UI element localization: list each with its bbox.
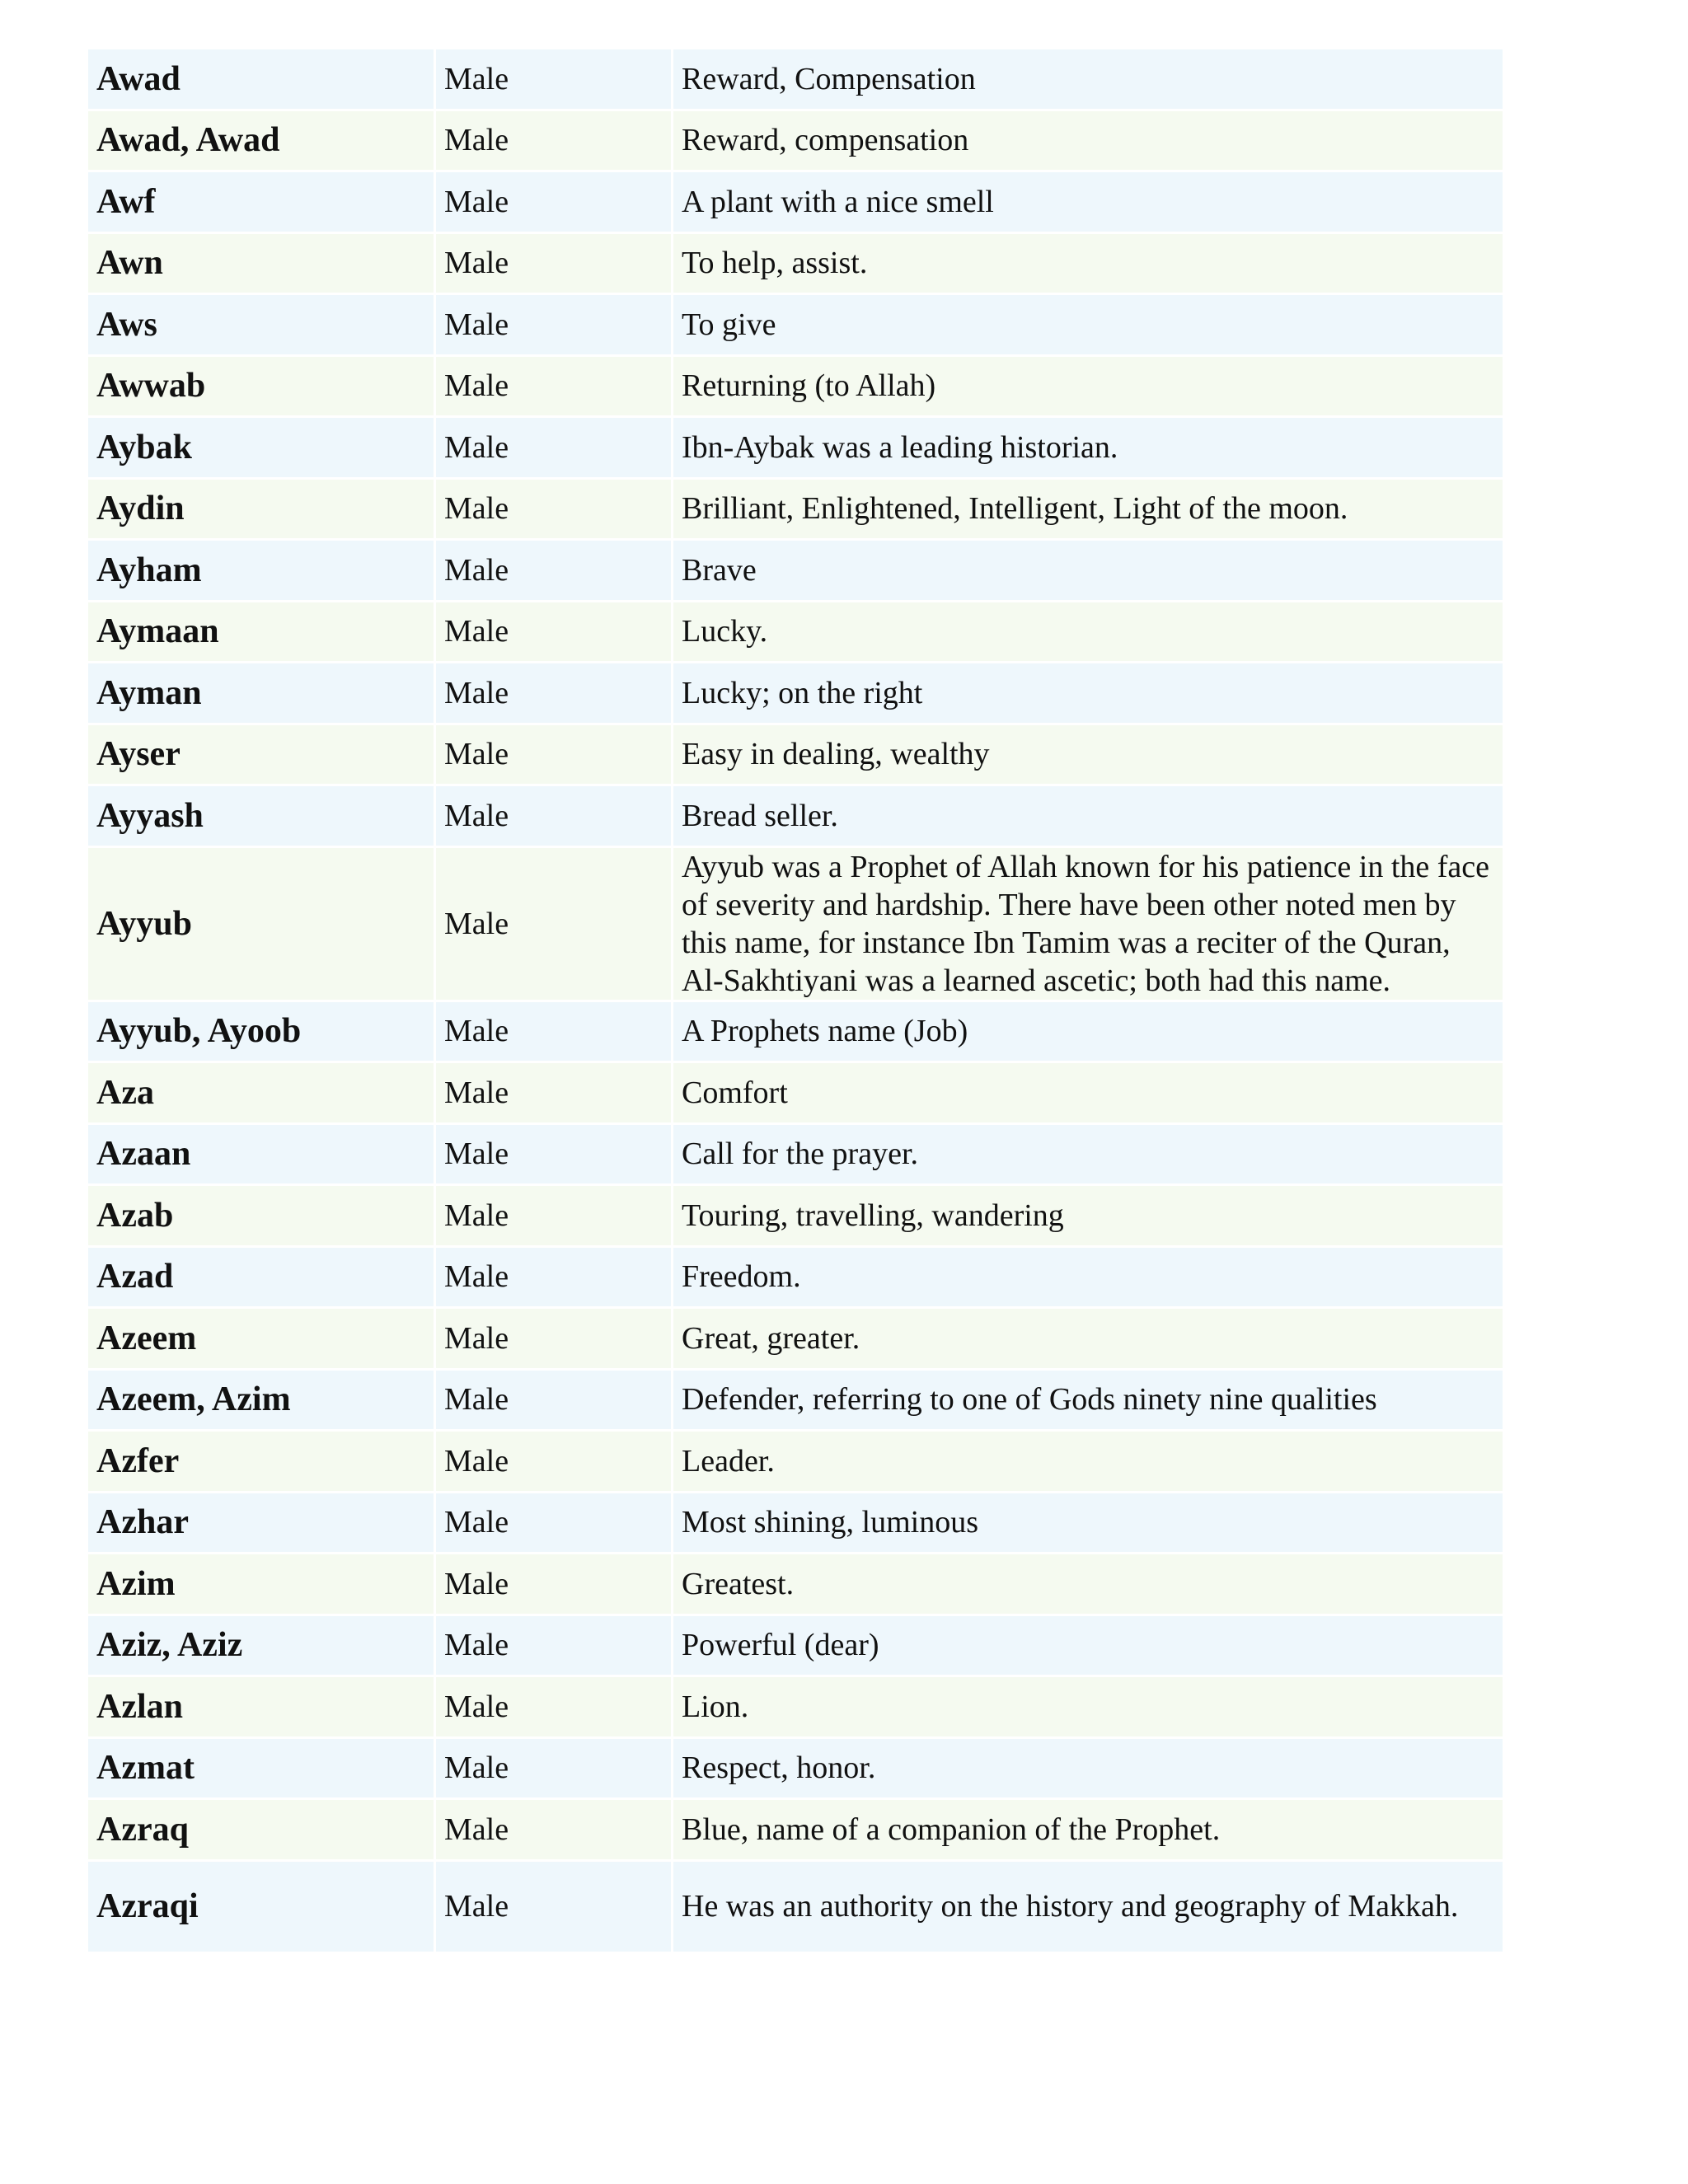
gender-cell: Male bbox=[436, 848, 673, 1002]
meaning-cell: Ayyub was a Prophet of Allah known for his patience in the face of severity and hardship. There have been other noted men by this name, for instance Ibn Tamim was a reciter of the Quran, Al-Sakhtiyani was a learned ascetic; both had this name. bbox=[673, 848, 1503, 1002]
meaning-cell: Easy in dealing, wealthy bbox=[673, 725, 1503, 787]
name-cell: Azeem, Azim bbox=[88, 1371, 436, 1432]
gender-cell: Male bbox=[436, 1125, 673, 1187]
meaning-cell: Defender, referring to one of Gods ninety nine qualities bbox=[673, 1371, 1503, 1432]
table-row bbox=[88, 786, 1503, 848]
name-cell: Azhar bbox=[88, 1493, 436, 1555]
name-cell: Awwab bbox=[88, 357, 436, 419]
gender-cell: Male bbox=[436, 725, 673, 787]
name-cell: Ayham bbox=[88, 541, 436, 602]
table-row bbox=[88, 418, 1503, 480]
name-cell: Ayman bbox=[88, 663, 436, 725]
table-row bbox=[88, 725, 1503, 787]
gender-cell: Male bbox=[436, 1309, 673, 1371]
name-cell: Azad bbox=[88, 1248, 436, 1310]
table-row bbox=[88, 1125, 1503, 1187]
table-row bbox=[88, 111, 1503, 173]
table-row bbox=[88, 1739, 1503, 1801]
gender-cell: Male bbox=[436, 1800, 673, 1862]
table-row bbox=[88, 1616, 1503, 1678]
table-row bbox=[88, 663, 1503, 725]
meaning-cell: Leader. bbox=[673, 1432, 1503, 1493]
table-row bbox=[88, 1186, 1503, 1248]
name-cell: Azab bbox=[88, 1186, 436, 1248]
gender-cell: Male bbox=[436, 541, 673, 602]
name-cell: Aydin bbox=[88, 480, 436, 541]
name-cell: Ayyash bbox=[88, 786, 436, 848]
meaning-cell: Great, greater. bbox=[673, 1309, 1503, 1371]
meaning-cell: Brave bbox=[673, 541, 1503, 602]
names-table bbox=[88, 49, 1503, 1954]
name-cell: Aybak bbox=[88, 418, 436, 480]
table-row bbox=[88, 1554, 1503, 1616]
gender-cell: Male bbox=[436, 1186, 673, 1248]
table-row bbox=[88, 234, 1503, 296]
meaning-cell: Most shining, luminous bbox=[673, 1493, 1503, 1555]
name-cell: Ayyub, Ayoob bbox=[88, 1002, 436, 1064]
name-cell: Aziz, Aziz bbox=[88, 1616, 436, 1678]
table-row bbox=[88, 1063, 1503, 1125]
name-cell: Azraqi bbox=[88, 1862, 436, 1954]
meaning-cell: To help, assist. bbox=[673, 234, 1503, 296]
name-cell: Aws bbox=[88, 295, 436, 357]
meaning-cell: Reward, compensation bbox=[673, 111, 1503, 173]
gender-cell: Male bbox=[436, 786, 673, 848]
meaning-cell: Lion. bbox=[673, 1677, 1503, 1739]
meaning-cell: Powerful (dear) bbox=[673, 1616, 1503, 1678]
meaning-cell: Reward, Compensation bbox=[673, 49, 1503, 111]
table-row bbox=[88, 1371, 1503, 1432]
table-row bbox=[88, 357, 1503, 419]
name-cell: Azim bbox=[88, 1554, 436, 1616]
gender-cell: Male bbox=[436, 295, 673, 357]
meaning-cell: Respect, honor. bbox=[673, 1739, 1503, 1801]
meaning-cell: A plant with a nice smell bbox=[673, 172, 1503, 234]
gender-cell: Male bbox=[436, 1739, 673, 1801]
meaning-cell: Comfort bbox=[673, 1063, 1503, 1125]
gender-cell: Male bbox=[436, 49, 673, 111]
meaning-cell: To give bbox=[673, 295, 1503, 357]
table-row bbox=[88, 541, 1503, 602]
gender-cell: Male bbox=[436, 1371, 673, 1432]
gender-cell: Male bbox=[436, 357, 673, 419]
meaning-cell: Touring, travelling, wandering bbox=[673, 1186, 1503, 1248]
table-row bbox=[88, 1309, 1503, 1371]
name-cell: Awad, Awad bbox=[88, 111, 436, 173]
gender-cell: Male bbox=[436, 1862, 673, 1954]
gender-cell: Male bbox=[436, 1554, 673, 1616]
name-cell: Azeem bbox=[88, 1309, 436, 1371]
meaning-cell: A Prophets name (Job) bbox=[673, 1002, 1503, 1064]
meaning-cell: Blue, name of a companion of the Prophet. bbox=[673, 1800, 1503, 1862]
name-cell: Ayser bbox=[88, 725, 436, 787]
meaning-cell: Call for the prayer. bbox=[673, 1125, 1503, 1187]
name-cell: Awf bbox=[88, 172, 436, 234]
table-row bbox=[88, 848, 1503, 1002]
gender-cell: Male bbox=[436, 602, 673, 664]
table-row bbox=[88, 1862, 1503, 1954]
meaning-cell: Freedom. bbox=[673, 1248, 1503, 1310]
table-row bbox=[88, 1248, 1503, 1310]
gender-cell: Male bbox=[436, 480, 673, 541]
meaning-cell: Brilliant, Enlightened, Intelligent, Light of the moon. bbox=[673, 480, 1503, 541]
meaning-cell: Bread seller. bbox=[673, 786, 1503, 848]
meaning-cell: Lucky; on the right bbox=[673, 663, 1503, 725]
gender-cell: Male bbox=[436, 172, 673, 234]
table-row bbox=[88, 295, 1503, 357]
gender-cell: Male bbox=[436, 111, 673, 173]
name-cell: Azraq bbox=[88, 1800, 436, 1862]
gender-cell: Male bbox=[436, 1616, 673, 1678]
gender-cell: Male bbox=[436, 234, 673, 296]
meaning-cell: Lucky. bbox=[673, 602, 1503, 664]
name-cell: Azaan bbox=[88, 1125, 436, 1187]
table-row bbox=[88, 49, 1503, 111]
meaning-cell: Ibn-Aybak was a leading historian. bbox=[673, 418, 1503, 480]
table-row bbox=[88, 1677, 1503, 1739]
table-row bbox=[88, 1493, 1503, 1555]
table-row bbox=[88, 1800, 1503, 1862]
table-row bbox=[88, 480, 1503, 541]
name-cell: Awn bbox=[88, 234, 436, 296]
gender-cell: Male bbox=[436, 1677, 673, 1739]
gender-cell: Male bbox=[436, 1063, 673, 1125]
gender-cell: Male bbox=[436, 1002, 673, 1064]
table-row bbox=[88, 172, 1503, 234]
gender-cell: Male bbox=[436, 1493, 673, 1555]
name-cell: Azmat bbox=[88, 1739, 436, 1801]
name-cell: Aza bbox=[88, 1063, 436, 1125]
gender-cell: Male bbox=[436, 418, 673, 480]
name-cell: Ayyub bbox=[88, 848, 436, 1002]
gender-cell: Male bbox=[436, 1248, 673, 1310]
table-row bbox=[88, 1432, 1503, 1493]
name-cell: Azlan bbox=[88, 1677, 436, 1739]
gender-cell: Male bbox=[436, 1432, 673, 1493]
name-cell: Aymaan bbox=[88, 602, 436, 664]
names-table-body bbox=[88, 49, 1503, 1954]
table-row bbox=[88, 602, 1503, 664]
table-row bbox=[88, 1002, 1503, 1064]
name-cell: Azfer bbox=[88, 1432, 436, 1493]
meaning-cell: Greatest. bbox=[673, 1554, 1503, 1616]
meaning-cell: He was an authority on the history and geography of Makkah. bbox=[673, 1862, 1503, 1954]
gender-cell: Male bbox=[436, 663, 673, 725]
meaning-cell: Returning (to Allah) bbox=[673, 357, 1503, 419]
name-cell: Awad bbox=[88, 49, 436, 111]
